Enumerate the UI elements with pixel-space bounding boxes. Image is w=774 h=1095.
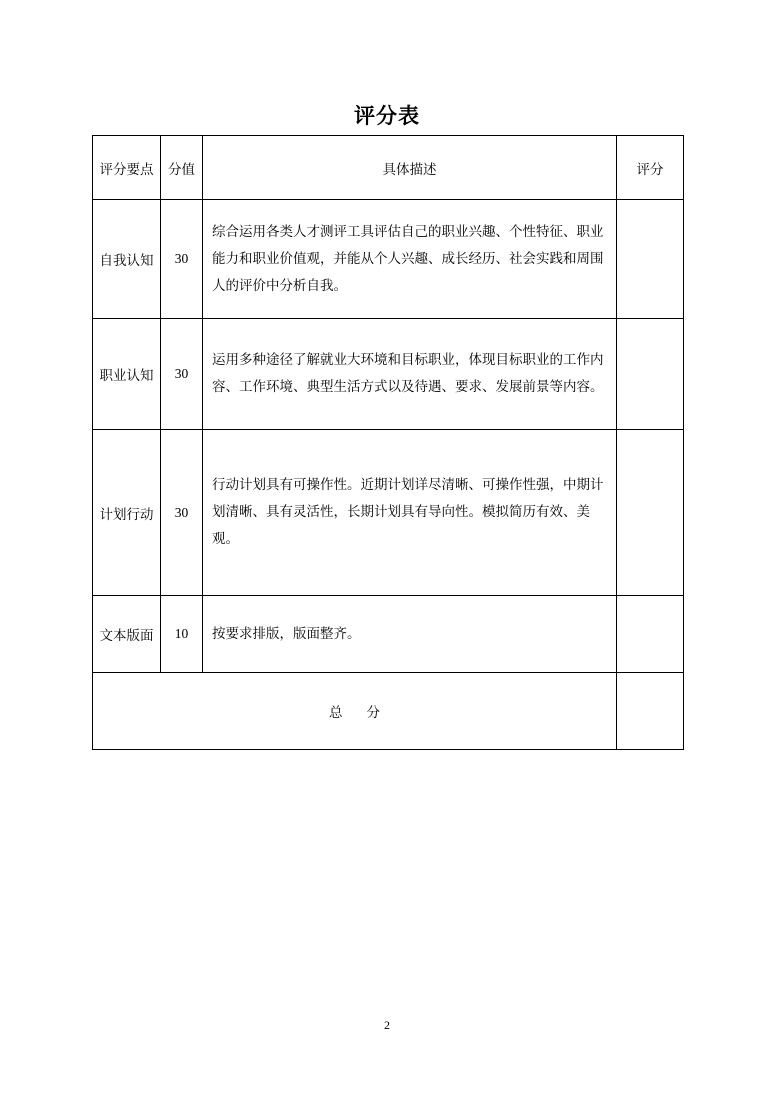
row-score-cell[interactable] (617, 430, 684, 596)
table-row (93, 200, 684, 319)
table-row (93, 319, 684, 430)
row-description: 行动计划具有可操作性。近期计划详尽清晰、可操作性强，中期计划清晰、具有灵活性，长期计划具有导向性。模拟简历有效、美观。 (203, 430, 617, 596)
row-value: 30 (161, 200, 203, 319)
header-description: 具体描述 (203, 136, 617, 200)
row-description: 综合运用各类人才测评工具评估自己的职业兴趣、个性特征、职业能力和职业价值观，并能从个人兴趣、成长经历、社会实践和周围人的评价中分析自我。 (203, 200, 617, 319)
row-description: 运用多种途径了解就业大环境和目标职业，体现目标职业的工作内容、工作环境、典型生活方式以及待遇、要求、发展前景等内容。 (203, 319, 617, 430)
score-table (92, 135, 684, 750)
table-row (93, 430, 684, 596)
row-score-cell[interactable] (617, 596, 684, 673)
row-score-cell[interactable] (617, 319, 684, 430)
table-header-row (93, 136, 684, 200)
total-label-char-1: 总 (329, 705, 343, 721)
row-value: 30 (161, 430, 203, 596)
row-description: 按要求排版，版面整齐。 (203, 596, 617, 673)
row-score-cell[interactable] (617, 200, 684, 319)
table-row (93, 596, 684, 673)
page-title: 评分表 (354, 104, 420, 128)
total-label-char-2: 分 (366, 705, 380, 721)
row-point: 自我认知 (93, 200, 161, 319)
page-number: 2 (384, 1018, 390, 1032)
total-label (93, 673, 617, 750)
header-score: 评分 (617, 136, 684, 200)
row-point: 文本版面 (93, 596, 161, 673)
total-score-cell[interactable] (617, 673, 684, 750)
total-row (93, 673, 684, 750)
row-point: 职业认知 (93, 319, 161, 430)
row-value: 10 (161, 596, 203, 673)
row-value: 30 (161, 319, 203, 430)
header-point: 评分要点 (93, 136, 161, 200)
row-point: 计划行动 (93, 430, 161, 596)
header-value: 分值 (161, 136, 203, 200)
